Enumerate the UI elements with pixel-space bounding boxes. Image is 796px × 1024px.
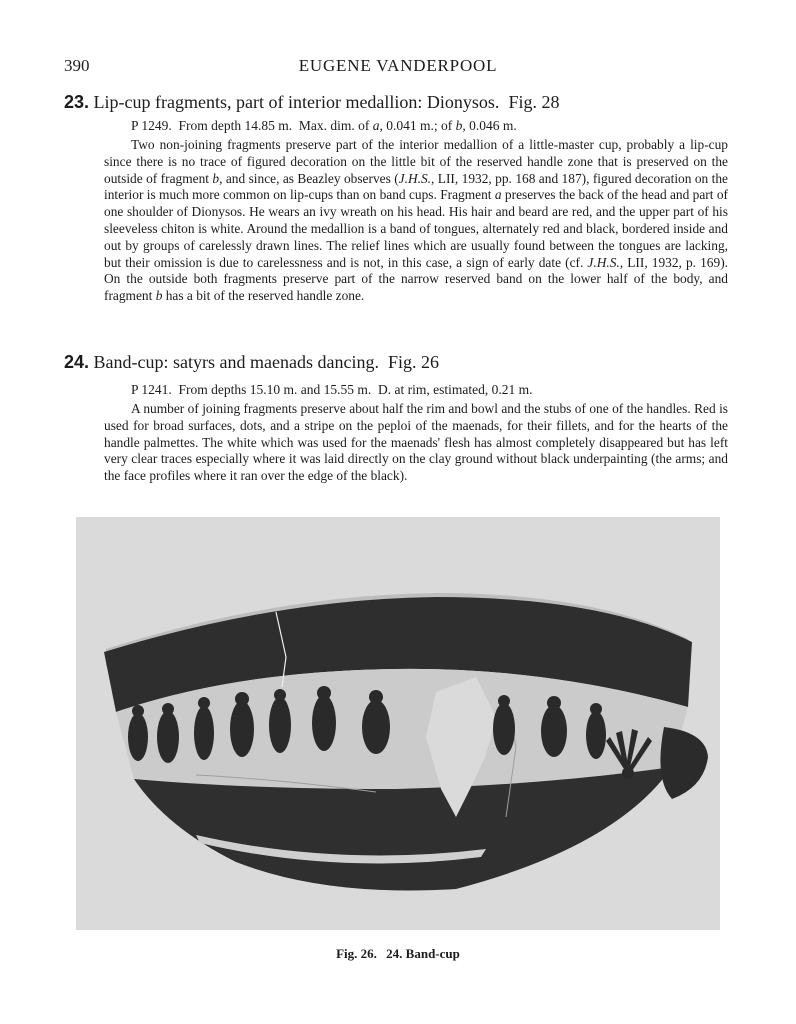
entry-23-paragraph: [104, 137, 728, 305]
page-number: 390: [64, 56, 90, 75]
running-head: EUGENE VANDERPOOL: [298, 56, 498, 75]
caption-prefix: Fig. 26.: [336, 946, 377, 961]
entry-24-meta: [131, 382, 533, 398]
entry-23-text-3: , LII, 1932, pp. 168 and 187), figured decoration on the interior is much more common on lip-cups than on band cups. Fragment: [104, 170, 728, 203]
entry-23-figure-ref: Fig. 28: [508, 92, 560, 112]
fragment-b-ref: b: [212, 170, 220, 186]
entry-23-inventory: P 1249.: [131, 118, 172, 133]
entry-24-diameter: D. at rim, estimated, 0.21 m.: [378, 382, 533, 397]
entry-23-number: 23.: [64, 92, 90, 112]
entry-23-text-6: has a bit of the reserved handle zone.: [162, 288, 365, 304]
entry-24-paragraph: A number of joining fragments preserve about half the rim and bowl and the stubs of one of the handles. Red is used for broad surfaces, dots, and a stripe on the peploi of the maenads, for their fillets, and for the hearts of the handle palmettes. The white which was used for the maenads' flesh has almost completely disappeared but has left very clear traces especially where it was laid directly on the clay ground without black underpainting (the arms; and the face profiles where it ran over the edge of the black).: [104, 401, 728, 484]
entry-24-title: Band-cup: satyrs and maenads dancing.: [93, 352, 379, 372]
journal-ref: J.H.S.: [587, 254, 620, 270]
entry-24-figure-ref: Fig. 26: [387, 352, 439, 372]
caption-text: Band-cup: [405, 946, 460, 961]
entry-23-text-4: preserves the back of the head and part of one shoulder of Dionysos. He wears an ivy wreath on his head. His hair and beard are red, and the upper part of his sleeveless chiton is white. Around the medallion is a band of tongues, alternately red and black, bordered inside and out by groups of carelessly drawn lines. The relief lines which are usually found between the tongues are lacking, but their omission is due to carelessness and is not, in this case, a sign of early date (cf.: [104, 187, 728, 270]
entry-24-depth: From depths 15.10 m. and 15.55 m.: [178, 382, 372, 397]
entry-24-number: 24.: [64, 352, 90, 372]
entry-23-depth: From depth 14.85 m.: [178, 118, 293, 133]
entry-23-heading: [64, 92, 559, 113]
entry-23-dim-b-value: , 0.046 m.: [462, 118, 517, 133]
entry-24-inventory: P 1241.: [131, 382, 172, 397]
fragment-b-ref: b: [155, 288, 163, 304]
band-cup-illustration: [76, 517, 720, 930]
fragment-a-ref: a: [494, 187, 502, 203]
entry-23-text-1: Two non-joining fragments preserve part of the interior medallion of a little-master cup, probably a lip-cup since there is no trace of figured decoration on the little bit of the reserved handle zone that is preserved on the outside of fragment: [104, 137, 728, 186]
figure-caption: [0, 946, 796, 962]
entry-23-text-2: , and since, as Beazley observes (: [219, 170, 399, 186]
band-cup-photograph: [76, 517, 720, 930]
entry-23-dim-b-label: b: [455, 118, 463, 133]
entry-23-dims-prefix: Max. dim. of: [298, 118, 370, 133]
entry-23-meta: [131, 118, 517, 134]
entry-23-text-5: , LII, 1932, p. 169). On the outside both fragments preserve part of the narrow reserved band on the lower half of the body, and fragment: [104, 254, 728, 304]
handle-stub: [660, 727, 708, 799]
caption-number: 24.: [386, 946, 403, 961]
entry-23-dim-a-value: , 0.041 m.; of: [379, 118, 453, 133]
entry-23-dim-a-label: a: [372, 118, 380, 133]
entry-23-title: Lip-cup fragments, part of interior medallion: Dionysos.: [93, 92, 500, 112]
entry-24-heading: [64, 352, 439, 373]
journal-ref: J.H.S.: [398, 170, 432, 186]
